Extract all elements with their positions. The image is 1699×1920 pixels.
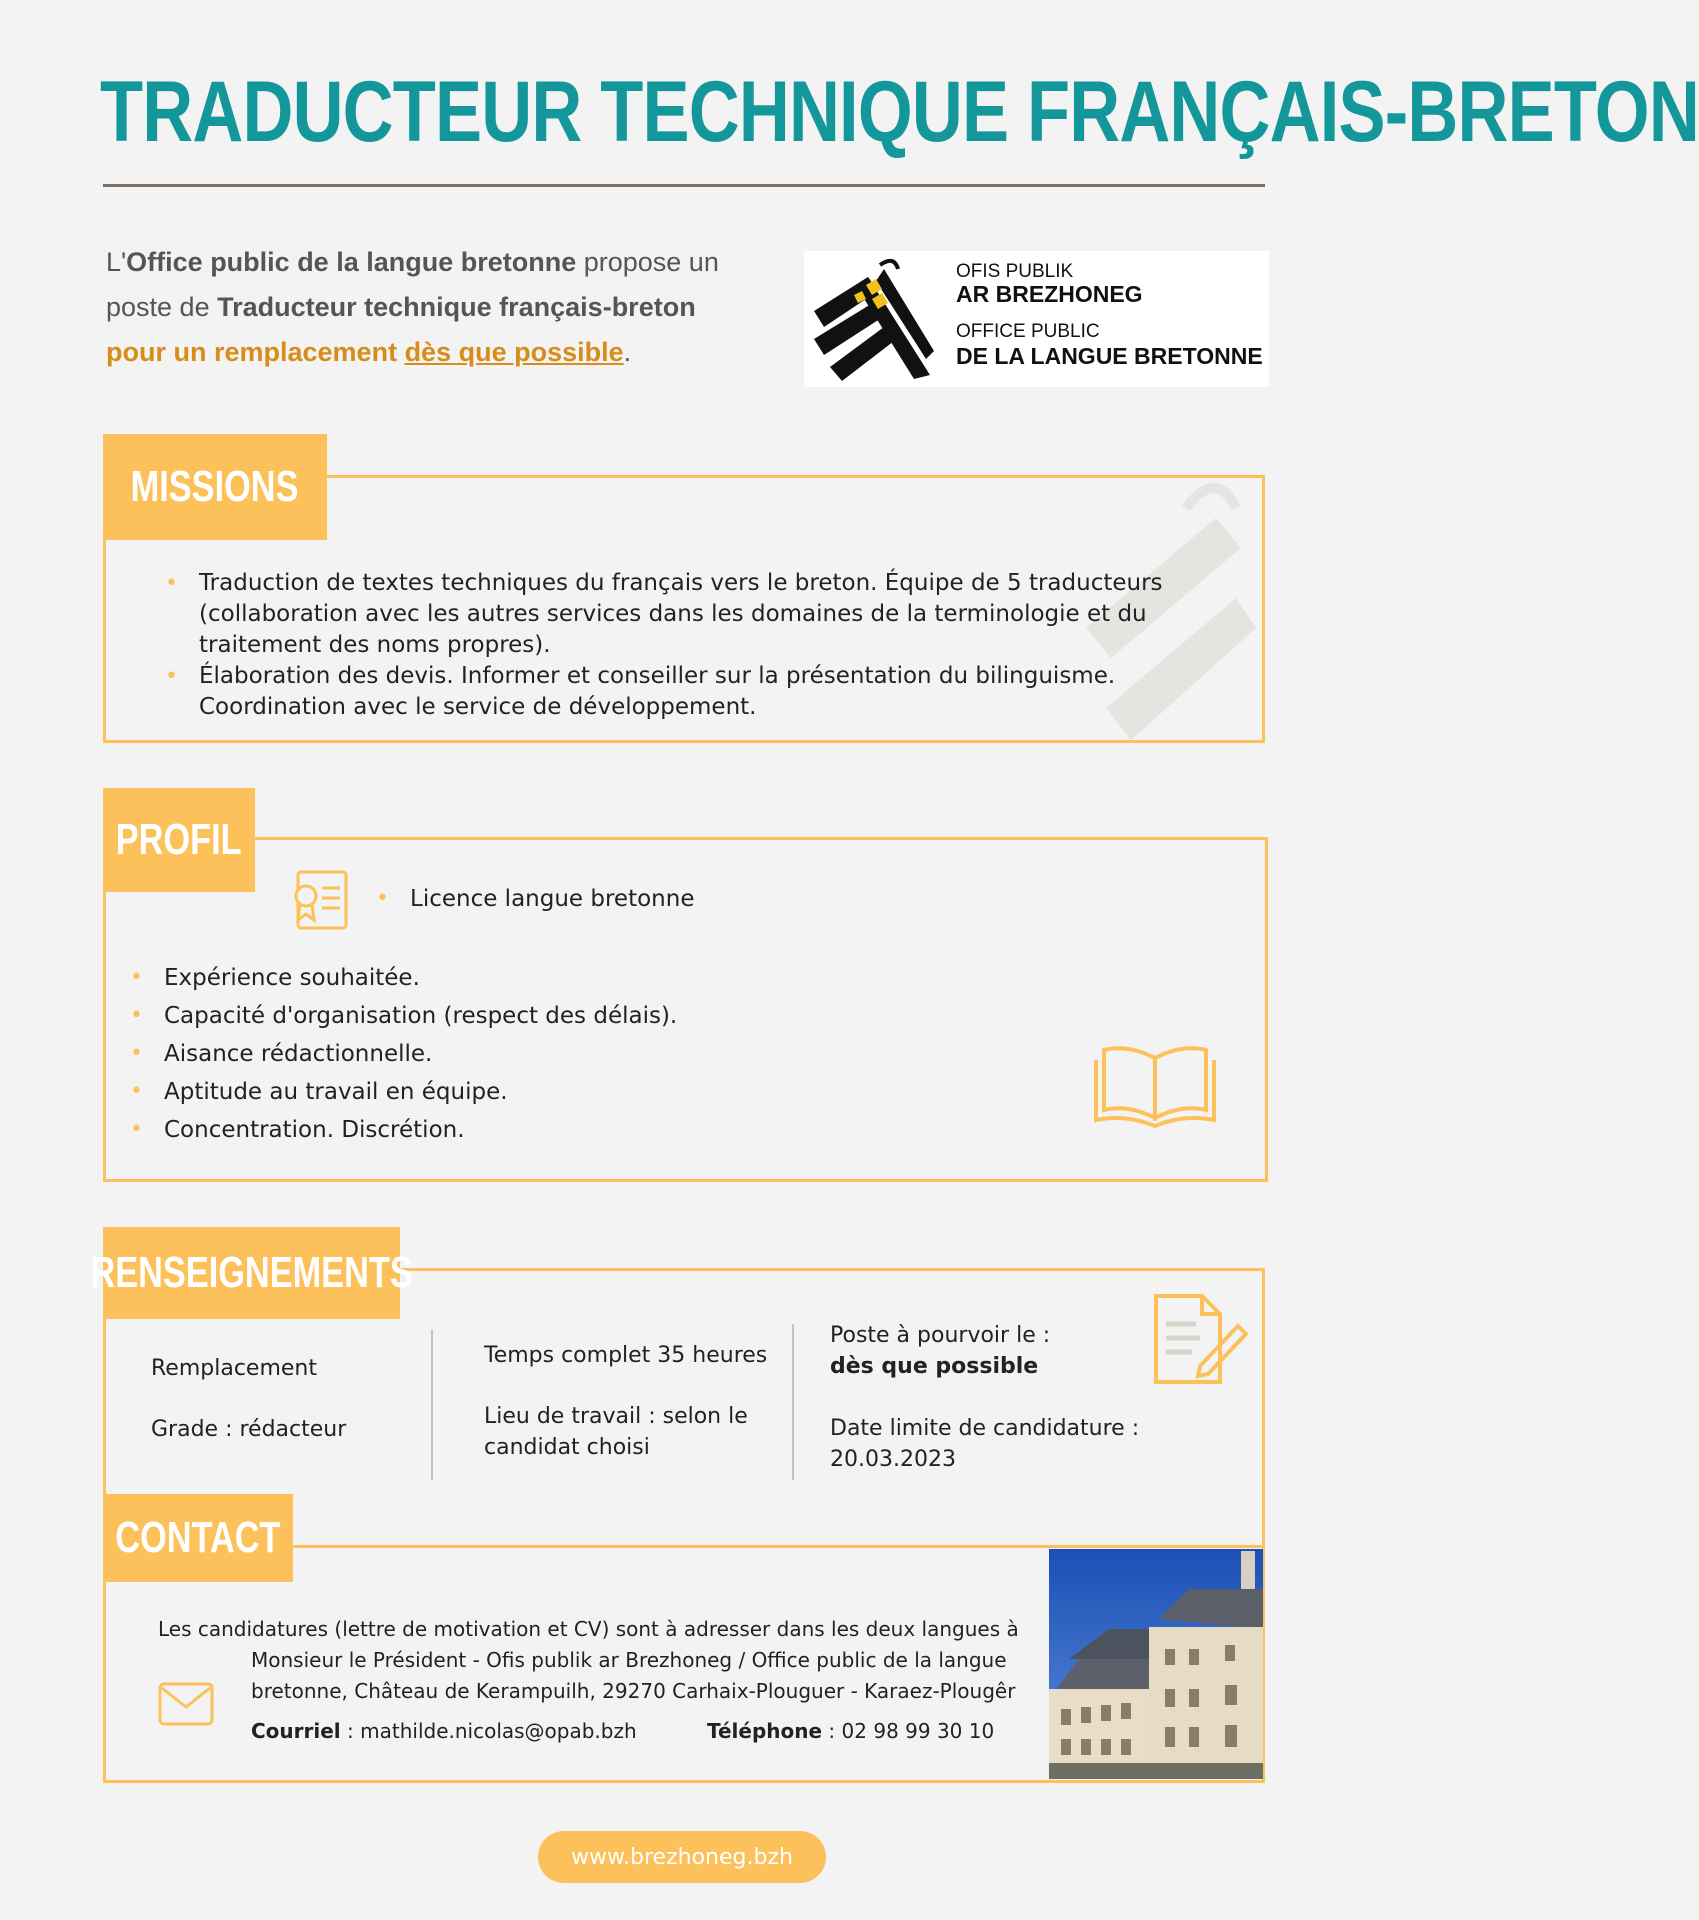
missions-list — [165, 568, 1225, 723]
title-divider — [103, 184, 1265, 187]
logo-line1: OFIS PUBLIK — [956, 261, 1074, 282]
deadline-label: Date limite de candidature : — [830, 1416, 1140, 1441]
envelope-icon — [157, 1681, 215, 1727]
phone-line — [707, 1716, 994, 1747]
intro-suffix: . — [623, 337, 632, 367]
website-link[interactable]: www.brezhoneg.bzh — [538, 1831, 826, 1883]
logo-line4: DE LA LANGUE BRETONNE — [956, 343, 1263, 369]
logo-line3: OFFICE PUBLIC — [956, 321, 1100, 342]
contact-line1: Les candidatures (lettre de motivation et CV) sont à adresser dans les deux langues à — [158, 1617, 1019, 1641]
working-hours: Temps complet 35 heures — [484, 1343, 768, 1368]
intro-accent-underlined: dès que possible — [404, 337, 624, 367]
deadline-block — [830, 1413, 1190, 1475]
list-item: • Capacité d'organisation (respect des délais). — [130, 997, 930, 1035]
list-item: • Aptitude au travail en équipe. — [130, 1073, 930, 1111]
intro-org: Office public de la langue bretonne — [126, 247, 577, 277]
column-separator — [431, 1330, 433, 1480]
opab-logo — [804, 251, 1269, 387]
intro-accent-prefix: pour un remplacement — [106, 337, 405, 367]
list-item: • Expérience souhaitée. — [130, 959, 930, 997]
missions-heading: MISSIONS — [103, 434, 327, 540]
list-item: • Traduction de textes techniques du français vers le breton. Équipe de 5 traducteurs (collaboration avec les autres services dans les domaines de la terminologie et du traitement des noms propres). — [165, 568, 1225, 661]
contract-type: Remplacement — [151, 1356, 317, 1381]
open-book-icon — [1092, 1042, 1218, 1128]
start-value: dès que possible — [830, 1354, 1039, 1379]
profil-diploma-list — [376, 880, 876, 918]
intro-mid: propose un poste de — [106, 247, 719, 322]
logo-mark-icon — [810, 255, 934, 383]
email-line — [251, 1716, 637, 1747]
diploma-certificate-icon — [288, 868, 354, 932]
grade: Grade : rédacteur — [151, 1417, 347, 1442]
chateau-kerampuilh-photo — [1049, 1549, 1263, 1779]
contact-heading: CONTACT — [103, 1494, 293, 1582]
start-date-block — [830, 1320, 1170, 1382]
intro-paragraph — [106, 240, 766, 375]
phone-value[interactable]: : 02 98 99 30 10 — [822, 1719, 995, 1743]
intro-prefix: L' — [106, 247, 127, 277]
logo-line2: AR BREZHONEG — [956, 281, 1143, 307]
page-title: TRADUCTEUR TECHNIQUE FRANÇAIS-BRETON — [100, 64, 1699, 160]
list-item: • Aisance rédactionnelle. — [130, 1035, 930, 1073]
phone-label: Téléphone — [707, 1719, 823, 1743]
email-value[interactable]: : mathilde.nicolas@opab.bzh — [340, 1719, 637, 1743]
profil-heading: PROFIL — [103, 788, 255, 892]
deadline-value: 20.03.2023 — [830, 1447, 956, 1472]
column-separator — [792, 1324, 794, 1480]
intro-position: Traducteur technique français-breton — [217, 292, 696, 322]
renseignements-heading: RENSEIGNEMENTS — [103, 1227, 400, 1319]
list-item: • Concentration. Discrétion. — [130, 1111, 930, 1149]
contact-line2: Monsieur le Président - Ofis publik ar Brezhoneg / Office public de la langue — [251, 1648, 1007, 1672]
list-item: • Élaboration des devis. Informer et conseiller sur la présentation du bilinguisme. Coordination avec le service de développement. — [165, 661, 1225, 723]
start-label: Poste à pourvoir le : — [830, 1323, 1051, 1348]
email-label: Courriel — [251, 1719, 341, 1743]
contact-line3: bretonne, Château de Kerampuilh, 29270 Carhaix-Plouguer - Karaez-Plougêr — [251, 1679, 1016, 1703]
list-item: • Licence langue bretonne — [376, 880, 876, 918]
document-pen-icon — [1150, 1290, 1250, 1388]
work-location: Lieu de travail : selon le candidat choisi — [484, 1404, 748, 1460]
profil-list — [130, 959, 930, 1149]
